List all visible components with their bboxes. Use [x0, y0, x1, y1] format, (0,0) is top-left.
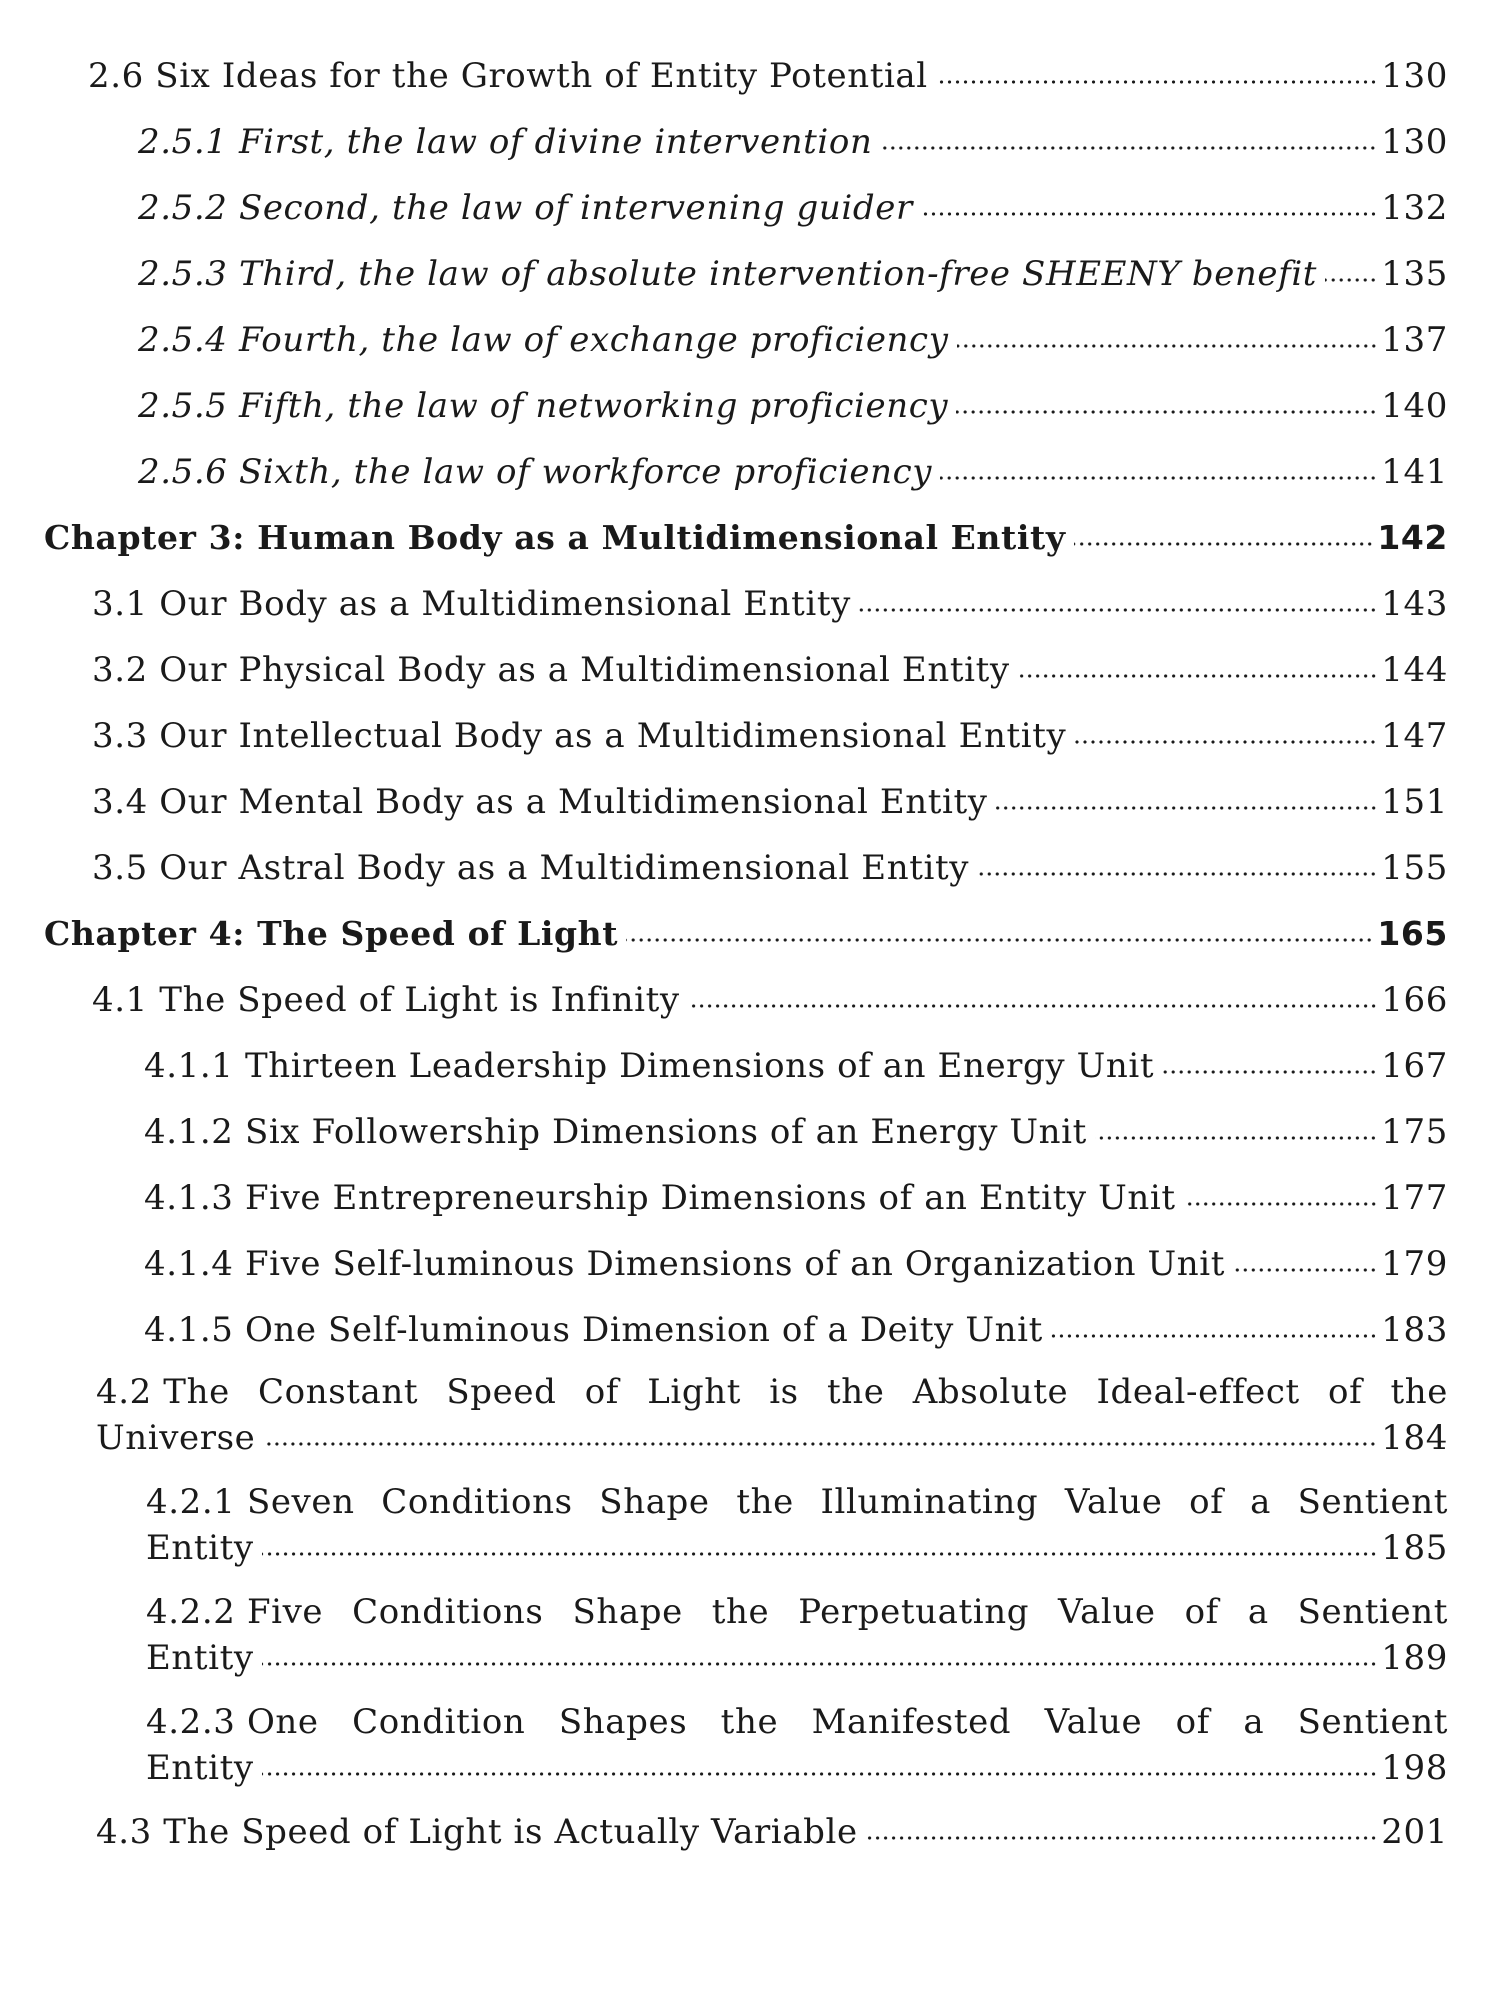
toc-page-number: 130 — [1381, 56, 1448, 96]
toc-entry-3-4[interactable] — [92, 782, 1448, 822]
toc-page-number: 144 — [1381, 650, 1448, 690]
toc-entry-4-1[interactable] — [92, 980, 1448, 1020]
toc-page-number: 135 — [1381, 254, 1448, 294]
toc-entry-4-1-3[interactable] — [144, 1178, 1448, 1218]
toc-entry-title: 2.5.1 First, the law of divine intervention — [138, 122, 873, 162]
toc-entry-title: 4.1.5 One Self-luminous Dimension of a Deity Unit — [144, 1310, 1043, 1350]
dot-leader — [262, 1551, 1378, 1557]
toc-entry-title: 3.2 Our Physical Body as a Multidimensional Entity — [92, 650, 1010, 690]
toc-page-number: 198 — [1381, 1748, 1448, 1788]
toc-page-number: 185 — [1381, 1528, 1448, 1568]
dot-leader — [1018, 673, 1378, 679]
toc-entry-title: 2.5.2 Second, the law of intervening guider — [138, 188, 913, 228]
toc-entry-title: 4.3 The Speed of Light is Actually Variable — [96, 1812, 858, 1852]
dot-leader — [880, 145, 1377, 151]
dot-leader — [262, 1661, 1378, 1667]
toc-entry-title-continued: Universe — [96, 1418, 256, 1458]
toc-chapter-3[interactable] — [44, 518, 1448, 558]
toc-page-number: 151 — [1381, 782, 1448, 822]
toc-page-number: 165 — [1377, 914, 1448, 953]
dot-leader — [996, 805, 1378, 811]
toc-page-number: 166 — [1381, 980, 1448, 1020]
dot-leader — [1074, 739, 1377, 745]
toc-entry-title: 4.1.4 Five Self-luminous Dimensions of an Organization Unit — [144, 1244, 1225, 1284]
toc-entry-title: 3.3 Our Intellectual Body as a Multidimensional Entity — [92, 716, 1067, 756]
toc-page-number: 143 — [1381, 584, 1448, 624]
toc-page-number: 179 — [1381, 1244, 1448, 1284]
toc-page-number: 141 — [1381, 452, 1448, 492]
dot-leader — [1233, 1267, 1377, 1273]
toc-entry-title: 2.6 Six Ideas for the Growth of Entity Potential — [88, 56, 928, 96]
toc-entry-4-2-1[interactable] — [146, 1482, 1448, 1568]
toc-page-number: 167 — [1381, 1046, 1448, 1086]
toc-entry-3-5[interactable] — [92, 848, 1448, 888]
toc-page-number: 142 — [1377, 518, 1448, 557]
dot-leader — [1051, 1333, 1377, 1339]
toc-entry-title: 2.5.4 Fourth, the law of exchange proficiency — [138, 320, 949, 360]
toc-page-number: 132 — [1381, 188, 1448, 228]
toc-page-number: 137 — [1381, 320, 1448, 360]
dot-leader — [977, 871, 1377, 877]
toc-entry-title: 2.5.6 Sixth, the law of workforce proficiency — [138, 452, 933, 492]
toc-entry-2-6[interactable] — [88, 56, 1448, 96]
toc-entry-title: 4.1.1 Thirteen Leadership Dimensions of an Energy Unit — [144, 1046, 1155, 1086]
dot-leader — [936, 79, 1378, 85]
toc-page-number: 184 — [1381, 1418, 1448, 1458]
toc-entry-title: 3.4 Our Mental Body as a Multidimensional Entity — [92, 782, 988, 822]
toc-entry-title-continued: Entity — [146, 1748, 254, 1788]
dot-leader — [859, 607, 1377, 613]
dot-leader — [1184, 1201, 1378, 1207]
dot-leader — [940, 475, 1377, 481]
toc-entry-title: 2.5.3 Third, the law of absolute intervention-free SHEENY benefit — [138, 254, 1318, 294]
toc-page-number: 189 — [1381, 1638, 1448, 1678]
toc-entry-3-2[interactable] — [92, 650, 1448, 690]
toc-entry-3-1[interactable] — [92, 584, 1448, 624]
toc-entry-title: 4.1.2 Six Followership Dimensions of an Energy Unit — [144, 1112, 1087, 1152]
toc-entry-title: 4.2.2 Five Conditions Shape the Perpetuating Value of a Sentient — [146, 1592, 1448, 1632]
toc-entry-3-3[interactable] — [92, 716, 1448, 756]
toc-entry-4-2-3[interactable] — [146, 1702, 1448, 1788]
toc-entry-title-continued: Entity — [146, 1528, 254, 1568]
toc-entry-2-5-2[interactable] — [138, 188, 1448, 228]
toc-entry-4-1-5[interactable] — [144, 1310, 1448, 1350]
dot-leader — [957, 343, 1378, 349]
dot-leader — [1074, 541, 1374, 547]
toc-entry-2-5-4[interactable] — [138, 320, 1448, 360]
toc-chapter-4[interactable] — [44, 914, 1448, 954]
dot-leader — [956, 409, 1377, 415]
toc-entry-4-1-2[interactable] — [144, 1112, 1448, 1152]
toc-page-number: 147 — [1381, 716, 1448, 756]
toc-page-number: 140 — [1381, 386, 1448, 426]
toc-entry-title: 4.2 The Constant Speed of Light is the Absolute Ideal-effect of the — [96, 1372, 1448, 1412]
toc-entry-2-5-5[interactable] — [138, 386, 1448, 426]
toc-chapter-title: Chapter 3: Human Body as a Multidimensional Entity — [44, 518, 1066, 557]
toc-chapter-title: Chapter 4: The Speed of Light — [44, 914, 619, 953]
toc-page-number: 183 — [1381, 1310, 1448, 1350]
toc-entry-title: 4.1.3 Five Entrepreneurship Dimensions of an Entity Unit — [144, 1178, 1176, 1218]
toc-page-number: 175 — [1381, 1112, 1448, 1152]
toc-entry-2-5-3[interactable] — [138, 254, 1448, 294]
toc-entry-title: 2.5.5 Fifth, the law of networking proficiency — [138, 386, 949, 426]
dot-leader — [262, 1771, 1378, 1777]
toc-entry-title: 3.1 Our Body as a Multidimensional Entity — [92, 584, 851, 624]
toc-entry-title-continued: Entity — [146, 1638, 254, 1678]
toc-entry-2-5-6[interactable] — [138, 452, 1448, 492]
dot-leader — [1162, 1069, 1377, 1075]
toc-entry-4-1-4[interactable] — [144, 1244, 1448, 1284]
toc-page-number: 177 — [1381, 1178, 1448, 1218]
toc-entry-title: 4.2.1 Seven Conditions Shape the Illuminating Value of a Sentient — [146, 1482, 1448, 1522]
toc-entry-title: 3.5 Our Astral Body as a Multidimensional Entity — [92, 848, 970, 888]
toc-entry-4-3[interactable] — [96, 1812, 1448, 1852]
dot-leader — [866, 1835, 1378, 1841]
toc-entry-4-1-1[interactable] — [144, 1046, 1448, 1086]
toc-entry-title: 4.2.3 One Condition Shapes the Manifested Value of a Sentient — [146, 1702, 1448, 1742]
toc-entry-2-5-1[interactable] — [138, 122, 1448, 162]
toc-page-number: 155 — [1381, 848, 1448, 888]
toc-entry-4-2-2[interactable] — [146, 1592, 1448, 1678]
toc-page-number: 201 — [1381, 1812, 1448, 1852]
dot-leader — [1325, 277, 1377, 283]
toc-page-number: 130 — [1381, 122, 1448, 162]
toc-entry-title: 4.1 The Speed of Light is Infinity — [92, 980, 680, 1020]
dot-leader — [1095, 1135, 1377, 1141]
toc-entry-4-2[interactable] — [96, 1372, 1448, 1458]
dot-leader — [688, 1003, 1378, 1009]
dot-leader — [626, 937, 1373, 943]
dot-leader — [921, 211, 1377, 217]
dot-leader — [263, 1441, 1377, 1447]
